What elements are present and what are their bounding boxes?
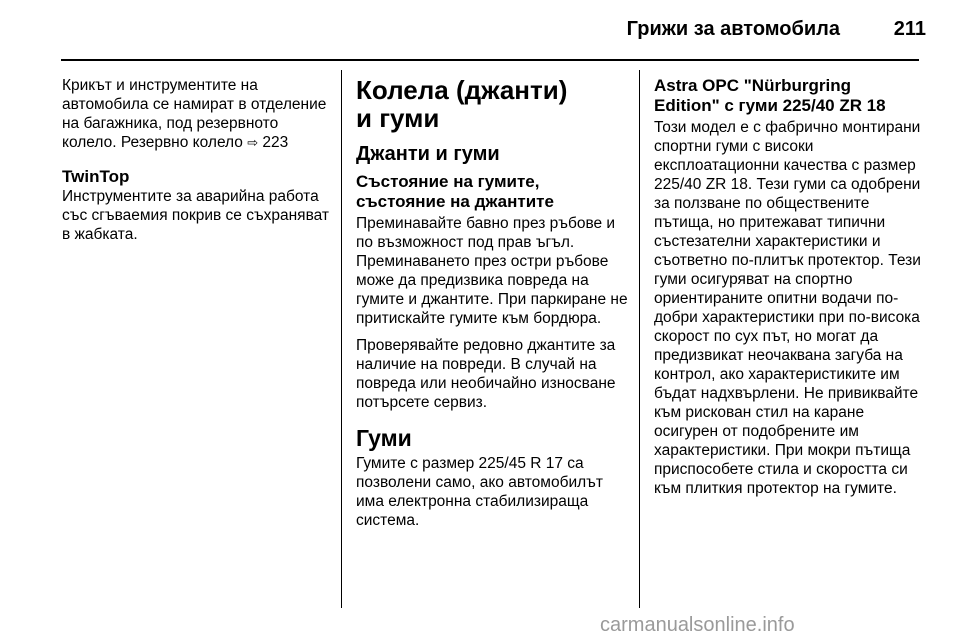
opc-heading-line: Astra OPC "Nürburgring xyxy=(654,76,851,95)
condition-heading-line: състояние на джантите xyxy=(356,192,554,211)
column-middle xyxy=(356,76,628,538)
tyres-paragraph: Гумите с размер 225/45 R 17 са позволени само, ако автомобилът има електронна стабилизираща система. xyxy=(356,455,603,529)
column-divider xyxy=(341,70,342,608)
page-number: 211 xyxy=(893,18,926,40)
section-title-line: Колела (джанти) xyxy=(356,75,568,105)
opc-heading-line: Edition" с гуми 225/40 ZR 18 xyxy=(654,96,886,115)
section-title-line: и гуми xyxy=(356,103,440,133)
jack-location-paragraph xyxy=(62,76,332,152)
arrow-right-icon: ⇨ xyxy=(247,135,259,150)
tyres-heading: Гуми xyxy=(356,425,412,451)
condition-heading-line: Състояние на гумите, xyxy=(356,172,540,191)
watermark: carmanualsonline.info xyxy=(600,614,795,636)
column-divider xyxy=(639,70,640,608)
twintop-paragraph: Инструментите за аварийна работа със сгъваемия покрив се съхраняват в жабката. xyxy=(62,188,330,243)
jack-location-text: Крикът и инструментите на автомобила се намират в отделение на багажника, под резервното колело. Резервно колело xyxy=(62,77,327,151)
section-title xyxy=(356,76,628,132)
page-reference: 223 xyxy=(258,134,289,151)
rims-check-paragraph: Проверявайте редовно джантите за наличие на повреди. В случай на повреда или необичайно износване потърсете сервиз. xyxy=(356,337,616,411)
column-left xyxy=(62,76,332,252)
header-rule xyxy=(61,59,919,61)
twintop-heading: TwinTop xyxy=(62,167,130,186)
subsection-title: Джанти и гуми xyxy=(356,143,500,165)
header-title: Грижи за автомобила xyxy=(626,18,840,40)
column-right xyxy=(654,76,924,506)
opc-paragraph: Този модел е с фабрично монтирани спортни гуми с високи експлоатационни качества с размер 225/40 ZR 18. Тези гуми са одобрени за ползване по обществените пътища, но притежават типични състезателни характеристики и съответно по-плитък протектор. Тези гуми осигуряват на спортно ориентираните опитни водачи по-добри характеристики при по-висока скорост по сух път, но могат да предизвикат неочаквана загуба на контрол, ако характеристиките им бъдат надхвърлени. Не привиквайте към рискован стил на каране осигурен от подобрените им характеристики. При мокри пътища приспособете стила и скоростта си към плиткия протектор на гумите. xyxy=(654,119,921,497)
edges-paragraph: Преминавайте бавно през ръбове и по възможност под прав ъгъл. Преминаването през остри ръбове може да предизвика повреда на гумите и джантите. При паркиране не притискайте гумите към бордюра. xyxy=(356,215,628,327)
